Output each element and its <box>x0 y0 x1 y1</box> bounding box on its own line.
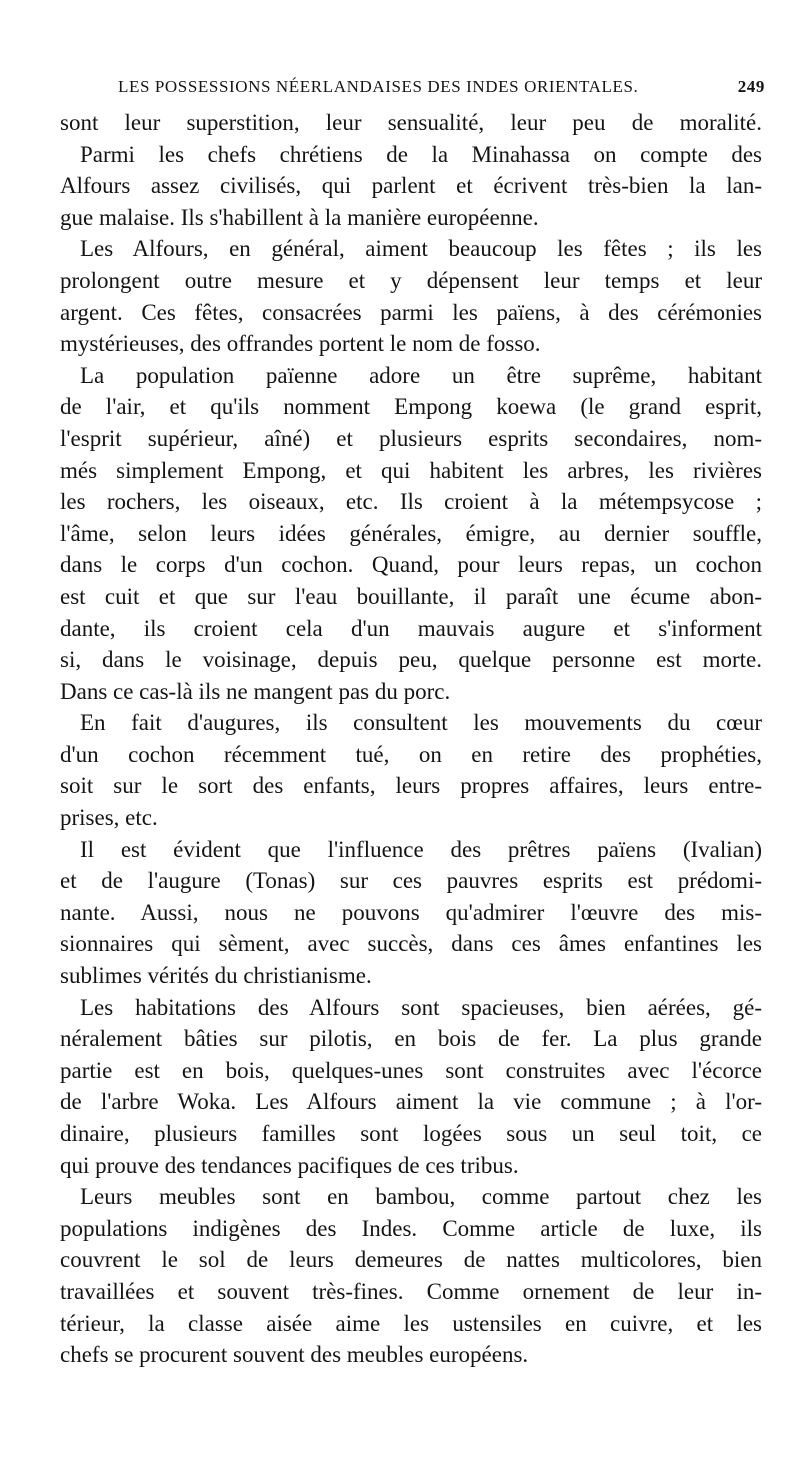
text-line: Il est évident que l'influence des prêtres païens (Ivalian) <box>80 836 762 862</box>
text-line: térieur, la classe aisée aime les ustensiles en cuivre, et les <box>60 1310 762 1336</box>
text-line: nante. Aussi, nous ne pouvons qu'admirer l'œuvre des mis- <box>60 899 762 925</box>
text-line: sionnaires qui sèment, avec succès, dans ces âmes enfantines les <box>60 931 762 957</box>
text-line: dans le corps d'un cochon. Quand, pour leurs repas, un cochon <box>60 552 762 578</box>
text-line: néralement bâties sur pilotis, en bois de fer. La plus grande <box>60 1026 762 1052</box>
text-line: Parmi les chefs chrétiens de la Minahassa on compte des <box>80 141 762 167</box>
text-line: populations indigènes des Indes. Comme article de luxe, ils <box>60 1215 762 1241</box>
text-line: de l'air, et qu'ils nomment Empong koewa (le grand esprit, <box>60 394 762 420</box>
text-line: d'un cochon récemment tué, on en retire des prophéties, <box>60 741 762 767</box>
text-line: prolongent outre mesure et y dépensent leur temps et leur <box>60 267 762 293</box>
running-header <box>118 72 765 102</box>
text-line: est cuit et que sur l'eau bouillante, il paraît une écume abon- <box>60 583 762 609</box>
text-line: sublimes vérités du christianisme. <box>60 963 372 989</box>
page-number: 249 <box>737 77 765 96</box>
text-line: En fait d'augures, ils consultent les mouvements du cœur <box>80 710 762 736</box>
text-line: soit sur le sort des enfants, leurs propres affaires, leurs entre- <box>60 773 762 799</box>
text-line: travaillées et souvent très-fines. Comme ornement de leur in- <box>60 1278 762 1304</box>
text-line: Alfours assez civilisés, qui parlent et écrivent très-bien la lan- <box>60 173 762 199</box>
text-line: couvrent le sol de leurs demeures de nattes multicolores, bien <box>60 1247 762 1273</box>
text-line: Les habitations des Alfours sont spacieuses, bien aérées, gé- <box>80 994 762 1020</box>
text-line: partie est en bois, quelques-unes sont construites avec l'écorce <box>60 1057 762 1083</box>
text-line: qui prouve des tendances pacifiques de ces tribus. <box>60 1152 519 1178</box>
text-line: mystérieuses, des offrandes portent le nom de fosso. <box>60 331 541 357</box>
text-line: chefs se procurent souvent des meubles européens. <box>60 1342 529 1368</box>
text-line: gue malaise. Ils s'habillent à la manière européenne. <box>60 204 539 230</box>
text-line: dante, ils croient cela d'un mauvais augure et s'informent <box>60 615 762 641</box>
text-line: argent. Ces fêtes, consacrées parmi les païens, à des cérémonies <box>60 299 762 325</box>
text-line: La population païenne adore un être suprême, habitant <box>80 362 762 388</box>
running-title: LES POSSESSIONS NÉERLANDAISES DES INDES ORIENTALES. <box>118 77 639 96</box>
page-body-text <box>60 107 762 1371</box>
text-line: Les Alfours, en général, aiment beaucoup les fêtes ; ils les <box>80 236 762 262</box>
text-line: Dans ce cas-là ils ne mangent pas du porc. <box>60 678 451 704</box>
text-line: sont leur superstition, leur sensualité, leur peu de moralité. <box>60 110 762 135</box>
text-line: les rochers, les oiseaux, etc. Ils croient à la métempsycose ; <box>60 489 762 515</box>
text-line: més simplement Empong, et qui habitent les arbres, les rivières <box>60 457 762 483</box>
text-line: prises, etc. <box>60 805 158 831</box>
text-line: l'âme, selon leurs idées générales, émigre, au dernier souffle, <box>60 520 762 546</box>
text-line: si, dans le voisinage, depuis peu, quelque personne est morte. <box>60 647 762 673</box>
text-line: l'esprit supérieur, aîné) et plusieurs esprits secondaires, nom- <box>60 425 762 451</box>
text-line: Leurs meubles sont en bambou, comme partout chez les <box>80 1184 762 1210</box>
text-line: de l'arbre Woka. Les Alfours aiment la vie commune ; à l'or- <box>60 1089 762 1115</box>
text-line: dinaire, plusieurs familles sont logées sous un seul toit, ce <box>60 1121 762 1146</box>
text-line: et de l'augure (Tonas) sur ces pauvres esprits est prédomi- <box>60 868 762 894</box>
